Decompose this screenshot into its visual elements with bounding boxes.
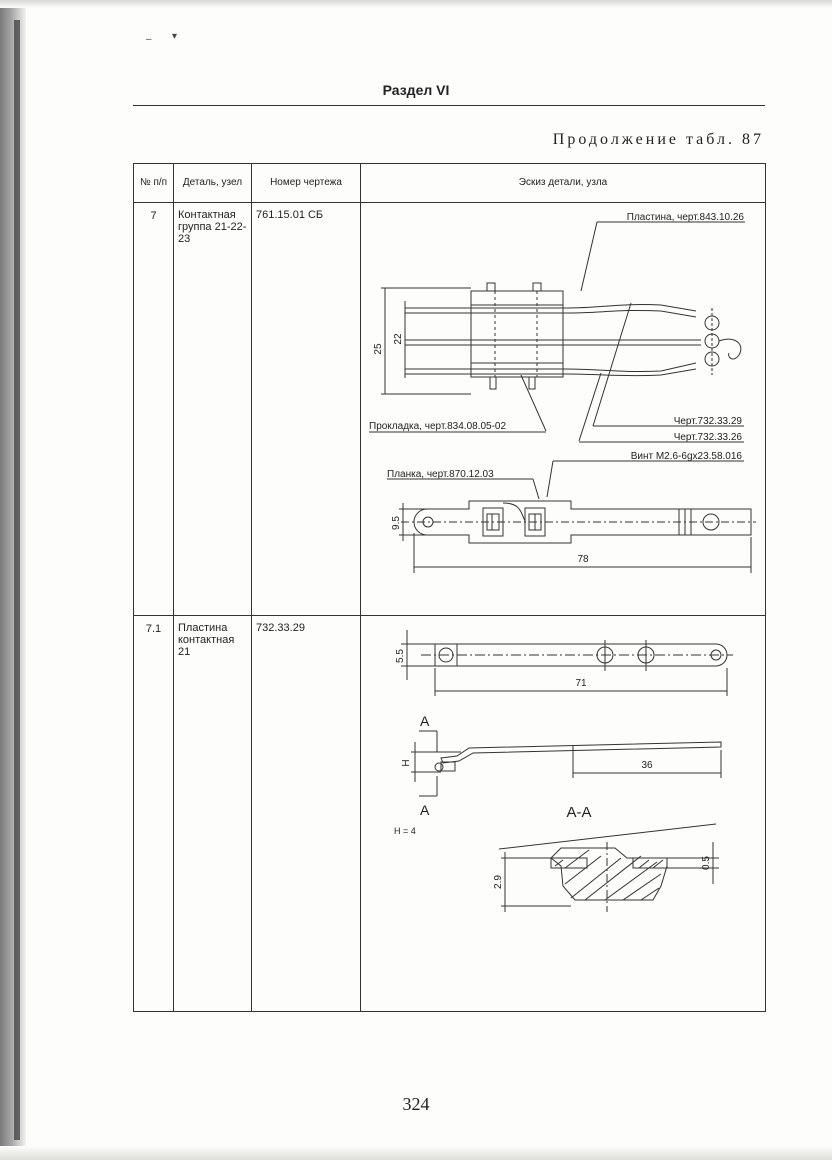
label-chert-26: Черт.732.33.26	[673, 432, 742, 443]
section-marker-top: А	[420, 713, 430, 729]
drawing-number-cell	[252, 616, 361, 1012]
dim-25: 25	[373, 343, 384, 355]
drawing-number: 732.33.29	[256, 622, 305, 634]
row-number: 7.1	[145, 623, 162, 635]
scan-speck: ▾	[172, 31, 178, 42]
section-title: А-А	[566, 804, 592, 821]
part-name: Контактная группа 21-22-23	[178, 209, 247, 245]
dim-22: 22	[393, 333, 404, 345]
row-number: 7	[150, 210, 157, 222]
contact-group-sketch	[361, 203, 764, 610]
table-row	[134, 616, 766, 1012]
part-name: Пластина контактная 21	[178, 622, 235, 658]
h-note: H = 4	[394, 826, 416, 836]
page-top-edge	[0, 0, 832, 8]
page-number: 324	[402, 1094, 430, 1114]
scan-speck: –	[146, 34, 152, 45]
dim-9-5: 9.5	[391, 516, 402, 530]
binding-dark-strip	[14, 20, 20, 1140]
label-plastina: Пластина, черт.843.10.26	[626, 212, 744, 223]
row-number-cell	[134, 616, 174, 1012]
table-continuation-caption: Продолжение табл. 87	[552, 131, 764, 148]
column-header-number: № п/п	[134, 164, 174, 203]
dim-h: H	[401, 759, 412, 767]
header-rule	[133, 105, 765, 106]
label-prokladka: Прокладка, черт.834.08.05-02	[369, 421, 507, 432]
contact-plate-sketch	[361, 616, 764, 1006]
dim-5-5: 5.5	[395, 649, 406, 663]
part-name-cell	[174, 203, 252, 616]
column-header-sketch: Эскиз детали, узла	[361, 164, 766, 203]
section-title: Раздел VI	[382, 82, 450, 98]
sketch-cell	[361, 203, 766, 616]
page-bottom-edge	[0, 1146, 832, 1160]
dim-78: 78	[577, 554, 589, 565]
parts-table	[133, 163, 766, 1012]
section-marker-bottom: А	[420, 802, 430, 818]
part-name-cell	[174, 616, 252, 1012]
dim-36: 36	[641, 760, 653, 771]
table-header-row	[134, 164, 766, 203]
column-header-part: Деталь, узел	[174, 164, 252, 203]
book-binding-shadow	[0, 0, 26, 1160]
table-row	[134, 203, 766, 616]
dim-71: 71	[575, 678, 587, 689]
label-chert-29: Черт.732.33.29	[673, 416, 742, 427]
label-planka: Планка, черт.870.12.03	[387, 469, 494, 480]
drawing-number-cell	[252, 203, 361, 616]
row-number-cell	[134, 203, 174, 616]
drawing-number: 761.15.01 СБ	[256, 209, 324, 221]
column-header-drawing: Номер чертежа	[252, 164, 361, 203]
dim-2-9: 2.9	[493, 875, 504, 889]
dim-0-5: 0.5	[701, 856, 712, 870]
label-vint: Винт М2.6-6gx23.58.016	[630, 451, 742, 462]
sketch-cell	[361, 616, 766, 1012]
